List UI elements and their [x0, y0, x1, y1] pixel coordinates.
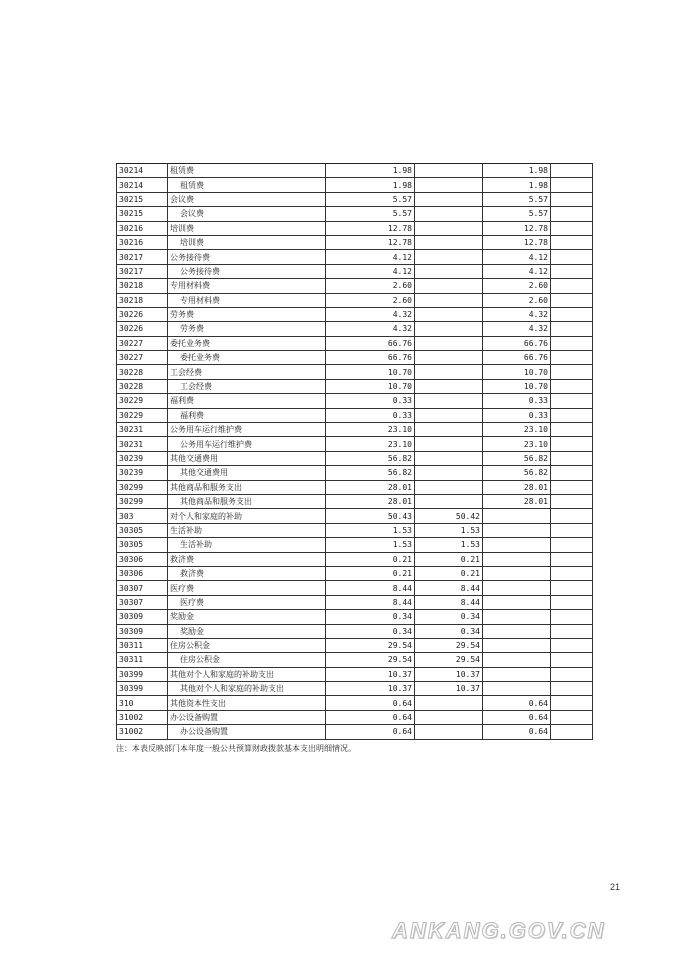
row-basic-cell: 1.53 [415, 523, 483, 537]
row-project-cell [483, 595, 551, 609]
row-project-cell: 56.82 [483, 451, 551, 465]
table-row [117, 351, 593, 365]
table-row [117, 178, 593, 192]
row-name-cell: 生活补助 [168, 523, 326, 537]
row-total-cell: 10.70 [326, 365, 415, 379]
row-code-cell: 30239 [117, 466, 168, 480]
row-name-cell: 培训费 [168, 235, 326, 249]
row-basic-cell [415, 365, 483, 379]
row-empty-cell [551, 322, 593, 336]
row-code-cell: 30229 [117, 408, 168, 422]
row-name-cell: 救济费 [168, 566, 326, 580]
row-total-cell: 2.60 [326, 279, 415, 293]
table-row [117, 408, 593, 422]
row-total-cell: 12.78 [326, 235, 415, 249]
row-basic-cell [415, 192, 483, 206]
row-code-cell: 30228 [117, 365, 168, 379]
row-project-cell: 66.76 [483, 351, 551, 365]
row-empty-cell [551, 250, 593, 264]
row-code-cell: 30307 [117, 595, 168, 609]
row-basic-cell [415, 696, 483, 710]
row-basic-cell [415, 250, 483, 264]
row-project-cell: 2.60 [483, 293, 551, 307]
row-total-cell: 5.57 [326, 192, 415, 206]
table-row [117, 624, 593, 638]
table-row [117, 466, 593, 480]
row-basic-cell [415, 351, 483, 365]
row-name-cell: 生活补助 [168, 538, 326, 552]
row-basic-cell [415, 322, 483, 336]
row-basic-cell [415, 451, 483, 465]
row-basic-cell [415, 207, 483, 221]
row-name-cell: 委托业务费 [168, 351, 326, 365]
row-code-cell: 30299 [117, 494, 168, 508]
row-basic-cell: 1.53 [415, 538, 483, 552]
row-code-cell: 303 [117, 509, 168, 523]
row-empty-cell [551, 696, 593, 710]
row-empty-cell [551, 207, 593, 221]
row-total-cell: 0.64 [326, 725, 415, 739]
row-code-cell: 30309 [117, 610, 168, 624]
row-total-cell: 23.10 [326, 423, 415, 437]
row-total-cell: 0.21 [326, 552, 415, 566]
row-total-cell: 4.12 [326, 250, 415, 264]
row-code-cell: 30231 [117, 437, 168, 451]
row-empty-cell [551, 365, 593, 379]
row-project-cell: 2.60 [483, 279, 551, 293]
row-basic-cell: 0.21 [415, 552, 483, 566]
row-total-cell: 0.33 [326, 394, 415, 408]
row-empty-cell [551, 638, 593, 652]
row-total-cell: 12.78 [326, 221, 415, 235]
row-project-cell: 0.33 [483, 408, 551, 422]
row-name-cell: 专用材料费 [168, 293, 326, 307]
row-basic-cell [415, 178, 483, 192]
row-basic-cell [415, 710, 483, 724]
row-project-cell: 4.32 [483, 307, 551, 321]
row-basic-cell [415, 437, 483, 451]
row-code-cell: 30217 [117, 250, 168, 264]
row-name-cell: 医疗费 [168, 595, 326, 609]
budget-detail-table [116, 163, 593, 740]
row-basic-cell [415, 379, 483, 393]
row-basic-cell [415, 293, 483, 307]
row-name-cell: 工会经费 [168, 365, 326, 379]
row-project-cell: 0.33 [483, 394, 551, 408]
row-total-cell: 28.01 [326, 480, 415, 494]
row-basic-cell: 29.54 [415, 638, 483, 652]
row-project-cell: 1.98 [483, 164, 551, 178]
row-name-cell: 其他对个人和家庭的补助支出 [168, 667, 326, 681]
row-basic-cell [415, 279, 483, 293]
row-code-cell: 30216 [117, 235, 168, 249]
row-total-cell: 29.54 [326, 653, 415, 667]
row-name-cell: 公务用车运行维护费 [168, 423, 326, 437]
row-empty-cell [551, 178, 593, 192]
row-code-cell: 30226 [117, 307, 168, 321]
row-name-cell: 福利费 [168, 408, 326, 422]
row-name-cell: 公务接待费 [168, 250, 326, 264]
row-empty-cell [551, 394, 593, 408]
row-empty-cell [551, 552, 593, 566]
row-basic-cell [415, 423, 483, 437]
row-name-cell: 其他资本性支出 [168, 696, 326, 710]
row-total-cell: 4.32 [326, 307, 415, 321]
row-empty-cell [551, 437, 593, 451]
row-code-cell: 30226 [117, 322, 168, 336]
row-total-cell: 1.53 [326, 523, 415, 537]
table-row [117, 682, 593, 696]
row-empty-cell [551, 494, 593, 508]
row-empty-cell [551, 293, 593, 307]
row-code-cell: 30399 [117, 682, 168, 696]
row-project-cell: 28.01 [483, 480, 551, 494]
row-project-cell [483, 682, 551, 696]
row-project-cell: 0.64 [483, 696, 551, 710]
table-row [117, 638, 593, 652]
row-total-cell: 10.37 [326, 682, 415, 696]
row-name-cell: 其他商品和服务支出 [168, 480, 326, 494]
row-project-cell: 1.98 [483, 178, 551, 192]
row-code-cell: 30218 [117, 293, 168, 307]
row-project-cell [483, 610, 551, 624]
row-code-cell: 30299 [117, 480, 168, 494]
row-project-cell: 4.12 [483, 264, 551, 278]
row-code-cell: 30306 [117, 552, 168, 566]
table-row [117, 322, 593, 336]
row-basic-cell [415, 221, 483, 235]
row-project-cell [483, 581, 551, 595]
table-row [117, 480, 593, 494]
row-project-cell: 5.57 [483, 192, 551, 206]
row-empty-cell [551, 509, 593, 523]
row-empty-cell [551, 523, 593, 537]
row-total-cell: 50.43 [326, 509, 415, 523]
row-code-cell: 30231 [117, 423, 168, 437]
row-empty-cell [551, 336, 593, 350]
row-basic-cell: 29.54 [415, 653, 483, 667]
row-empty-cell [551, 221, 593, 235]
row-code-cell: 30229 [117, 394, 168, 408]
row-code-cell: 30215 [117, 192, 168, 206]
row-basic-cell [415, 394, 483, 408]
row-total-cell: 4.32 [326, 322, 415, 336]
table-row [117, 394, 593, 408]
row-code-cell: 30309 [117, 624, 168, 638]
row-empty-cell [551, 710, 593, 724]
row-total-cell: 1.53 [326, 538, 415, 552]
row-total-cell: 56.82 [326, 466, 415, 480]
table-row [117, 336, 593, 350]
row-code-cell: 31002 [117, 710, 168, 724]
row-code-cell: 30214 [117, 164, 168, 178]
table-row [117, 696, 593, 710]
row-empty-cell [551, 466, 593, 480]
table-row [117, 552, 593, 566]
row-name-cell: 其他交通费用 [168, 451, 326, 465]
row-empty-cell [551, 451, 593, 465]
row-name-cell: 租赁费 [168, 178, 326, 192]
row-total-cell: 0.64 [326, 696, 415, 710]
row-total-cell: 1.98 [326, 164, 415, 178]
row-empty-cell [551, 279, 593, 293]
table-row [117, 307, 593, 321]
row-name-cell: 医疗费 [168, 581, 326, 595]
row-total-cell: 2.60 [326, 293, 415, 307]
row-name-cell: 奖励金 [168, 624, 326, 638]
row-project-cell [483, 523, 551, 537]
row-project-cell [483, 566, 551, 580]
row-code-cell: 30215 [117, 207, 168, 221]
row-code-cell: 31002 [117, 725, 168, 739]
row-basic-cell: 10.37 [415, 667, 483, 681]
table-note: 注：本表反映部门本年度一般公共预算财政拨款基本支出明细情况。 [116, 744, 356, 753]
table-row [117, 494, 593, 508]
row-code-cell: 30306 [117, 566, 168, 580]
table-row [117, 509, 593, 523]
row-code-cell: 30239 [117, 451, 168, 465]
row-basic-cell: 8.44 [415, 595, 483, 609]
table-row [117, 610, 593, 624]
row-code-cell: 30305 [117, 523, 168, 537]
row-project-cell: 5.57 [483, 207, 551, 221]
table-row [117, 293, 593, 307]
table-row [117, 710, 593, 724]
row-total-cell: 66.76 [326, 351, 415, 365]
row-code-cell: 30311 [117, 653, 168, 667]
row-total-cell: 8.44 [326, 595, 415, 609]
row-code-cell: 30399 [117, 667, 168, 681]
row-name-cell: 住房公积金 [168, 638, 326, 652]
row-empty-cell [551, 192, 593, 206]
table-row [117, 595, 593, 609]
row-project-cell: 66.76 [483, 336, 551, 350]
row-empty-cell [551, 408, 593, 422]
row-basic-cell: 50.42 [415, 509, 483, 523]
row-code-cell: 30217 [117, 264, 168, 278]
row-name-cell: 奖励金 [168, 610, 326, 624]
table-row [117, 437, 593, 451]
row-name-cell: 住房公积金 [168, 653, 326, 667]
row-basic-cell: 0.21 [415, 566, 483, 580]
row-basic-cell [415, 725, 483, 739]
table-row [117, 566, 593, 580]
row-name-cell: 公务接待费 [168, 264, 326, 278]
row-empty-cell [551, 595, 593, 609]
row-total-cell: 10.70 [326, 379, 415, 393]
row-empty-cell [551, 581, 593, 595]
row-name-cell: 工会经费 [168, 379, 326, 393]
row-total-cell: 8.44 [326, 581, 415, 595]
row-project-cell: 56.82 [483, 466, 551, 480]
row-code-cell: 30218 [117, 279, 168, 293]
row-empty-cell [551, 307, 593, 321]
table-row [117, 653, 593, 667]
table-row [117, 279, 593, 293]
row-project-cell [483, 552, 551, 566]
row-total-cell: 0.33 [326, 408, 415, 422]
table-row [117, 725, 593, 739]
row-name-cell: 办公设备购置 [168, 710, 326, 724]
row-project-cell [483, 653, 551, 667]
row-name-cell: 委托业务费 [168, 336, 326, 350]
row-project-cell [483, 638, 551, 652]
table-row [117, 423, 593, 437]
row-name-cell: 租赁费 [168, 164, 326, 178]
row-code-cell: 30227 [117, 351, 168, 365]
row-basic-cell [415, 466, 483, 480]
row-basic-cell [415, 235, 483, 249]
row-total-cell: 0.21 [326, 566, 415, 580]
row-name-cell: 培训费 [168, 221, 326, 235]
row-basic-cell: 10.37 [415, 682, 483, 696]
row-basic-cell [415, 264, 483, 278]
row-name-cell: 会议费 [168, 192, 326, 206]
page-number: 21 [610, 882, 621, 892]
row-code-cell: 310 [117, 696, 168, 710]
row-empty-cell [551, 235, 593, 249]
row-project-cell: 23.10 [483, 437, 551, 451]
row-code-cell: 30216 [117, 221, 168, 235]
table-row [117, 164, 593, 178]
row-project-cell [483, 538, 551, 552]
table-row [117, 207, 593, 221]
row-project-cell: 4.32 [483, 322, 551, 336]
row-name-cell: 对个人和家庭的补助 [168, 509, 326, 523]
table-row [117, 538, 593, 552]
row-total-cell: 5.57 [326, 207, 415, 221]
row-total-cell: 28.01 [326, 494, 415, 508]
row-project-cell: 4.12 [483, 250, 551, 264]
row-basic-cell: 0.34 [415, 624, 483, 638]
row-empty-cell [551, 379, 593, 393]
row-code-cell: 30228 [117, 379, 168, 393]
row-total-cell: 1.98 [326, 178, 415, 192]
row-name-cell: 其他交通费用 [168, 466, 326, 480]
row-project-cell [483, 509, 551, 523]
row-empty-cell [551, 653, 593, 667]
row-basic-cell: 8.44 [415, 581, 483, 595]
table-body [117, 164, 593, 740]
row-project-cell [483, 624, 551, 638]
row-project-cell: 10.70 [483, 379, 551, 393]
row-project-cell: 10.70 [483, 365, 551, 379]
row-basic-cell [415, 164, 483, 178]
table-row [117, 235, 593, 249]
table-row [117, 523, 593, 537]
row-total-cell: 4.12 [326, 264, 415, 278]
row-empty-cell [551, 480, 593, 494]
table-row [117, 250, 593, 264]
row-empty-cell [551, 351, 593, 365]
row-empty-cell [551, 624, 593, 638]
row-empty-cell [551, 423, 593, 437]
row-basic-cell [415, 408, 483, 422]
row-total-cell: 0.34 [326, 610, 415, 624]
row-project-cell: 0.64 [483, 710, 551, 724]
row-empty-cell [551, 538, 593, 552]
row-empty-cell [551, 725, 593, 739]
table-row [117, 365, 593, 379]
row-total-cell: 56.82 [326, 451, 415, 465]
row-basic-cell [415, 480, 483, 494]
row-total-cell: 23.10 [326, 437, 415, 451]
row-name-cell: 救济费 [168, 552, 326, 566]
row-total-cell: 66.76 [326, 336, 415, 350]
row-empty-cell [551, 667, 593, 681]
row-project-cell: 28.01 [483, 494, 551, 508]
row-name-cell: 办公设备购置 [168, 725, 326, 739]
row-code-cell: 30307 [117, 581, 168, 595]
table-row [117, 264, 593, 278]
row-code-cell: 30305 [117, 538, 168, 552]
row-total-cell: 0.64 [326, 710, 415, 724]
row-name-cell: 会议费 [168, 207, 326, 221]
table-row [117, 667, 593, 681]
row-name-cell: 福利费 [168, 394, 326, 408]
row-code-cell: 30227 [117, 336, 168, 350]
table-row [117, 581, 593, 595]
row-empty-cell [551, 682, 593, 696]
row-code-cell: 30311 [117, 638, 168, 652]
row-project-cell: 12.78 [483, 235, 551, 249]
row-project-cell: 12.78 [483, 221, 551, 235]
row-basic-cell [415, 494, 483, 508]
site-watermark: ANKANG.GOV.CN [392, 918, 606, 943]
row-code-cell: 30214 [117, 178, 168, 192]
row-empty-cell [551, 566, 593, 580]
row-total-cell: 0.34 [326, 624, 415, 638]
table-row [117, 451, 593, 465]
row-total-cell: 29.54 [326, 638, 415, 652]
row-name-cell: 其他对个人和家庭的补助支出 [168, 682, 326, 696]
row-basic-cell: 0.34 [415, 610, 483, 624]
row-basic-cell [415, 336, 483, 350]
row-empty-cell [551, 164, 593, 178]
row-name-cell: 劳务费 [168, 307, 326, 321]
row-name-cell: 公务用车运行维护费 [168, 437, 326, 451]
row-project-cell: 23.10 [483, 423, 551, 437]
row-name-cell: 专用材料费 [168, 279, 326, 293]
row-total-cell: 10.37 [326, 667, 415, 681]
row-name-cell: 劳务费 [168, 322, 326, 336]
table-row [117, 221, 593, 235]
row-project-cell [483, 667, 551, 681]
row-empty-cell [551, 264, 593, 278]
table-row [117, 192, 593, 206]
table-row [117, 379, 593, 393]
row-name-cell: 其他商品和服务支出 [168, 494, 326, 508]
row-project-cell: 0.64 [483, 725, 551, 739]
row-empty-cell [551, 610, 593, 624]
row-basic-cell [415, 307, 483, 321]
